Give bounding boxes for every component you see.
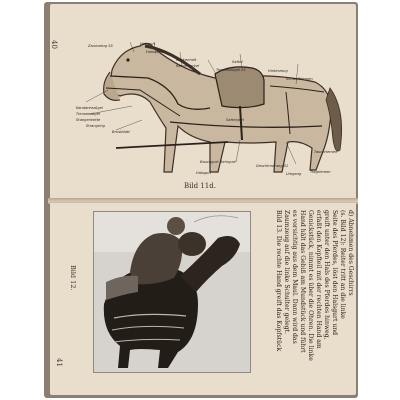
label-schweifriemen: Schweifriemen (286, 77, 313, 81)
label-halsgurt: Halsgurt (140, 42, 156, 46)
label-rueckenhalt: Rückenhalt (176, 58, 197, 62)
label-sehrgurt-lower: Halsgurt (196, 171, 212, 175)
label-trensenzuegel: Trensenzügel (76, 112, 100, 116)
text-line: greift unter den Hals des Pferdes hinweg, (323, 210, 330, 340)
label-trense: Trensenzügel 25 (216, 68, 246, 72)
label-schrgurt: Sehrgurt (220, 160, 236, 164)
body-text-block (258, 210, 354, 370)
text-line: Hand hält das Gebiß am Mundstück und führt (299, 210, 306, 353)
label-tauchriemen: Tauchriemen (314, 150, 338, 154)
text-line: es vorsichtig aus dem Maul. Dann wird das (291, 210, 298, 344)
top-page-number: 40 (50, 40, 58, 49)
figure-caption-bottom: Bild 12. (69, 265, 77, 291)
label-bauchgurt: Bauchgurt (200, 160, 219, 164)
text-line: erfaßt den Kopfteil mit der rechten Hand am (315, 210, 322, 349)
label-sattelgurt: Sattelgurt (226, 118, 244, 122)
text-line: d) Abnehmen des Geschirrs (347, 210, 354, 296)
label-geschirrstrang: Geschirrstrang 51 (256, 164, 289, 168)
label-halsriemen: Halsriemen (146, 50, 167, 54)
text-line: Zaumzeug auf die linke Schulter gelegt. (283, 210, 290, 334)
label-tragriemen: Tragriemen (310, 170, 331, 174)
label-hinterzeug: Hinterzeug (268, 69, 288, 73)
label-stangenkette: Stangenkette (76, 118, 101, 122)
text-line: (s. Bild 12): Reiter tritt an die linke (339, 210, 346, 319)
label-strangring: Strangring (86, 124, 105, 128)
text-line: Seite des Pferdes, löst den Halsgurt und (331, 210, 338, 336)
photo-content (94, 212, 250, 372)
label-kandare: Kandarenzügel (76, 106, 103, 110)
bottom-page-number: 41 (55, 358, 63, 367)
label-sattel: Sattel (232, 60, 243, 64)
label-kammdeckel: Kammdeckel (176, 64, 200, 68)
label-umgang: Umgang (286, 172, 302, 176)
body-text (258, 210, 354, 370)
figure-caption-top: Bild 11d. (184, 182, 216, 190)
label-brustblatt: Brustblatt (112, 130, 130, 134)
horse-photo (93, 211, 251, 373)
text-line: Bild 13. Die rechte Hand greift das Kopfstück (275, 210, 282, 352)
label-zaumzeug: Zaumzeug 55 (88, 44, 113, 48)
text-line: Genickstück, nimmt es über die Ohren. Die linke (307, 210, 314, 361)
horse-harness-illustration (50, 30, 356, 180)
